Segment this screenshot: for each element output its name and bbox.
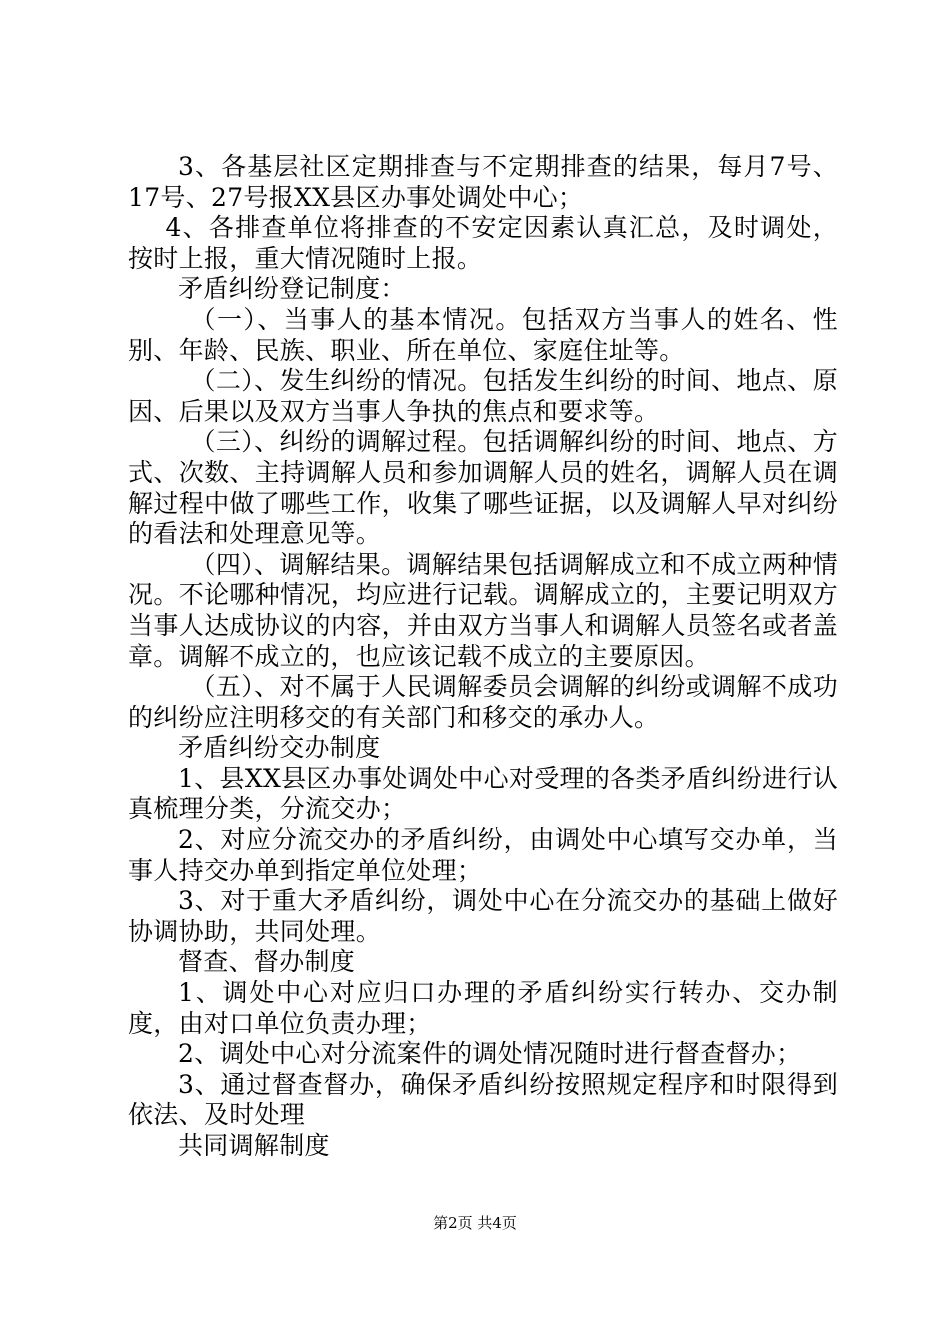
paragraph: 2、对应分流交办的矛盾纠纷，由调处中心填写交办单，当事人持交办单到指定单位处理；: [128, 825, 838, 885]
paragraph: 3、通过督查督办，确保矛盾纠纷按照规定程序和时限得到依法、及时处理: [128, 1069, 838, 1130]
paragraph: （三）、纠纷的调解过程。包括调解纠纷的时间、地点、方式、次数、主持调解人员和参加调解人员的姓名，调解人员在调解过程中做了哪些工作，收集了哪些证据，以及调解人早对纠纷的看法和处理意见等。: [128, 427, 838, 549]
paragraph: 共同调解制度: [178, 1131, 330, 1160]
paragraph: 3、各基层社区定期排查与不定期排查的结果，每月7号、17号、27号报XX县区办事处调处中心；: [128, 152, 838, 212]
paragraph: 2、调处中心对分流案件的调处情况随时进行督查督办；: [178, 1039, 802, 1069]
paragraph: 矛盾纠纷交办制度: [178, 733, 381, 763]
paragraph: 1、县XX县区办事处调处中心对受理的各类矛盾纠纷进行认真梳理分类，分流交办；: [128, 763, 838, 824]
paragraph: （一）、当事人的基本情况。包括双方当事人的姓名、性别、年龄、民族、职业、所在单位、家庭住址等。: [128, 304, 838, 365]
document-body: [128, 152, 838, 1162]
paragraph: 1、调处中心对应归口办理的矛盾纠纷实行转办、交办制度，由对口单位负责办理；: [128, 978, 838, 1038]
paragraph: 3、对于重大矛盾纠纷，调处中心在分流交办的基础上做好协调协助，共同处理。: [128, 886, 838, 946]
paragraph: 矛盾纠纷登记制度：: [178, 274, 406, 304]
paragraph: 4、各排查单位将排查的不安定因素认真汇总，及时调处，按时上报，重大情况随时上报。: [128, 213, 838, 273]
page-footer: 第2页 共4页: [433, 1214, 517, 1232]
paragraph: （四）、调解结果。调解结果包括调解成立和不成立两种情况。不论哪种情况，均应进行记载。调解成立的，主要记明双方当事人达成协议的内容，并由双方当事人和调解人员签名或者盖章。调解不成立的，也应该记载不成立的主要原因。: [128, 549, 838, 671]
paragraph: 督查、督办制度: [178, 947, 356, 977]
paragraph: （五）、对不属于人民调解委员会调解的纠纷或调解不成功的纠纷应注明移交的有关部门和移交的承办人。: [128, 672, 838, 732]
paragraph: （二）、发生纠纷的情况。包括发生纠纷的时间、地点、原因、后果以及双方当事人争执的焦点和要求等。: [128, 366, 838, 426]
